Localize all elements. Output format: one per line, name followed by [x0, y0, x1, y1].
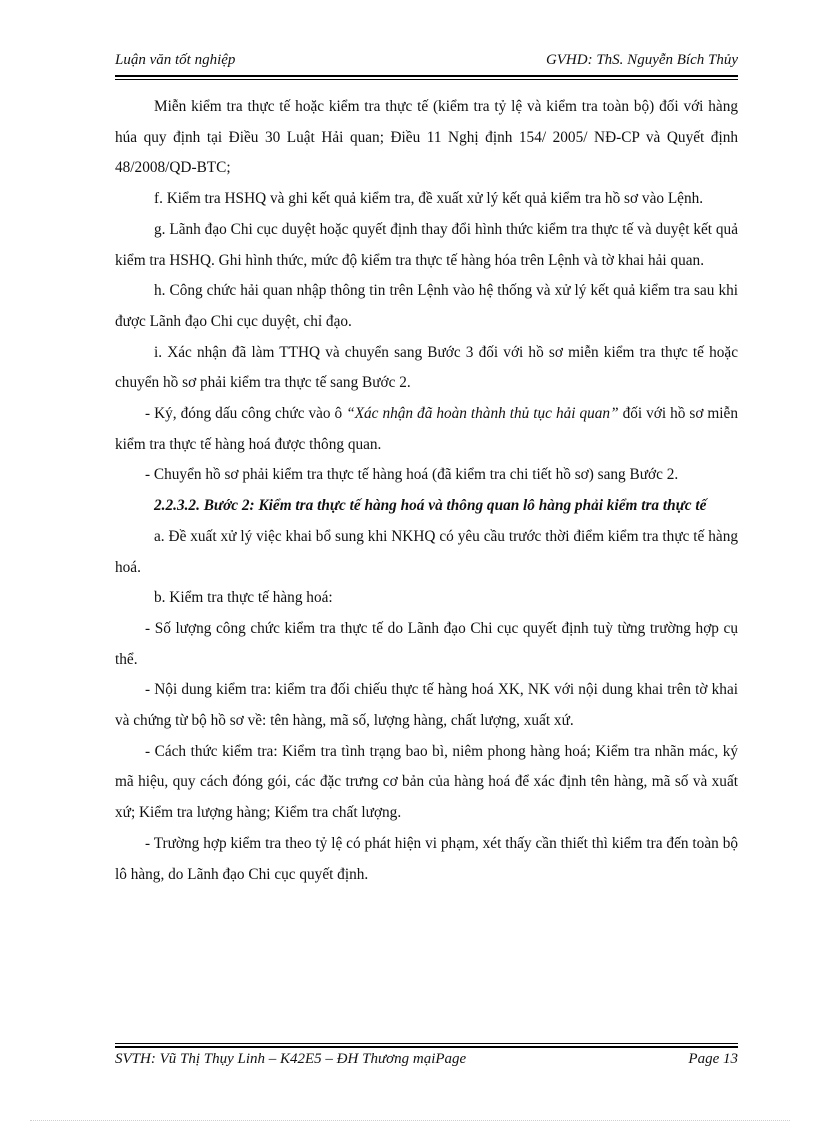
list-item: - Cách thức kiểm tra: Kiểm tra tình trạng bao bì, niêm phong hàng hoá; Kiểm tra nhãn mác, ký mã hiệu, quy cách đóng gói, các đặc trưng cơ bản của hàng hoá để xác định tên hàng, mã số và xuất xứ; Kiểm tra lượng hàng; Kiểm tra chất lượng.	[115, 742, 738, 822]
sign-quote: “Xác nhận đã hoàn thành thủ tục hải quan”	[346, 405, 619, 423]
list-item: - Trường hợp kiểm tra theo tỷ lệ có phát hiện vi phạm, xét thấy cần thiết thì kiểm tra đến toàn bộ lô hàng, do Lãnh đạo Chi cục quyết định.	[115, 834, 738, 883]
body-paragraph: i. Xác nhận đã làm TTHQ và chuyển sang Bước 3 đối với hồ sơ miễn kiểm tra thực tế hoặc chuyển hồ sơ phải kiểm tra thực tế sang Bước 2.	[115, 343, 738, 392]
body-paragraph: f. Kiểm tra HSHQ và ghi kết quả kiểm tra, đề xuất xử lý kết quả kiểm tra hồ sơ vào Lệnh.	[154, 190, 704, 208]
header-supervisor: GVHD: ThS. Nguyễn Bích Thủy	[545, 52, 738, 68]
list-item-sign	[115, 399, 738, 460]
footer-rule-thin	[115, 1043, 738, 1044]
list-item-transfer: - Chuyển hồ sơ phải kiểm tra thực tế hàng hoá (đã kiểm tra chi tiết hồ sơ) sang Bước 2.	[145, 466, 679, 484]
body-paragraph: b. Kiểm tra thực tế hàng hoá:	[154, 589, 333, 607]
body-paragraph: Miễn kiểm tra thực tế hoặc kiểm tra thực tế (kiểm tra tỷ lệ và kiểm tra toàn bộ) đối với hàng húa quy định tại Điều 30 Luật Hải quan; Điều 11 Nghị định 154/ 2005/ NĐ-CP và Quyết định 48/2008/QD-BTC;	[115, 98, 738, 177]
body-paragraph: a. Đề xuất xử lý việc khai bổ sung khi NKHQ có yêu cầu trước thời điểm kiểm tra thực tế hàng hoá.	[115, 527, 738, 576]
page-edge-divider	[30, 1120, 790, 1121]
sign-suffix: đối với hồ sơ miễn kiểm tra thực tế hàng hoá được thông quan.	[115, 405, 738, 453]
page-body	[115, 92, 738, 890]
header-rule-thin	[115, 79, 738, 80]
header-thesis-title: Luận văn tốt nghiệp	[115, 52, 236, 68]
header-rule	[115, 75, 738, 77]
footer-author: SVTH: Vũ Thị Thụy Linh – K42E5 – ĐH Thương mạiPage	[115, 1051, 467, 1067]
body-paragraph: g. Lãnh đạo Chi cục duyệt hoặc quyết định thay đổi hình thức kiểm tra thực tế và duyệt kết quả kiểm tra HSHQ. Ghi hình thức, mức độ kiểm tra thực tế hàng hóa trên Lệnh và tờ khai hải quan.	[115, 220, 738, 269]
body-paragraph: h. Công chức hải quan nhập thông tin trên Lệnh vào hệ thống và xử lý kết quả kiểm tra sau khi được Lãnh đạo Chi cục duyệt, chỉ đạo.	[115, 282, 738, 330]
section-heading: 2.2.3.2. Bước 2: Kiểm tra thực tế hàng hoá và thông quan lô hàng phải kiểm tra thực tế	[154, 497, 707, 515]
page-number: Page 13	[688, 1051, 738, 1067]
sign-prefix: - Ký, đóng dấu công chức vào ô	[145, 405, 347, 423]
list-item: - Số lượng công chức kiểm tra thực tế do Lãnh đạo Chi cục quyết định tuỳ từng trường hợp cụ thể.	[115, 619, 738, 668]
list-item: - Nội dung kiểm tra: kiểm tra đối chiếu thực tế hàng hoá XK, NK với nội dung khai trên tờ khai và chứng từ bộ hồ sơ về: tên hàng, mã số, lượng hàng, chất lượng, xuất xứ.	[115, 681, 738, 730]
footer-rule	[115, 1046, 738, 1048]
page-footer	[115, 1051, 738, 1073]
page-header	[115, 52, 738, 74]
